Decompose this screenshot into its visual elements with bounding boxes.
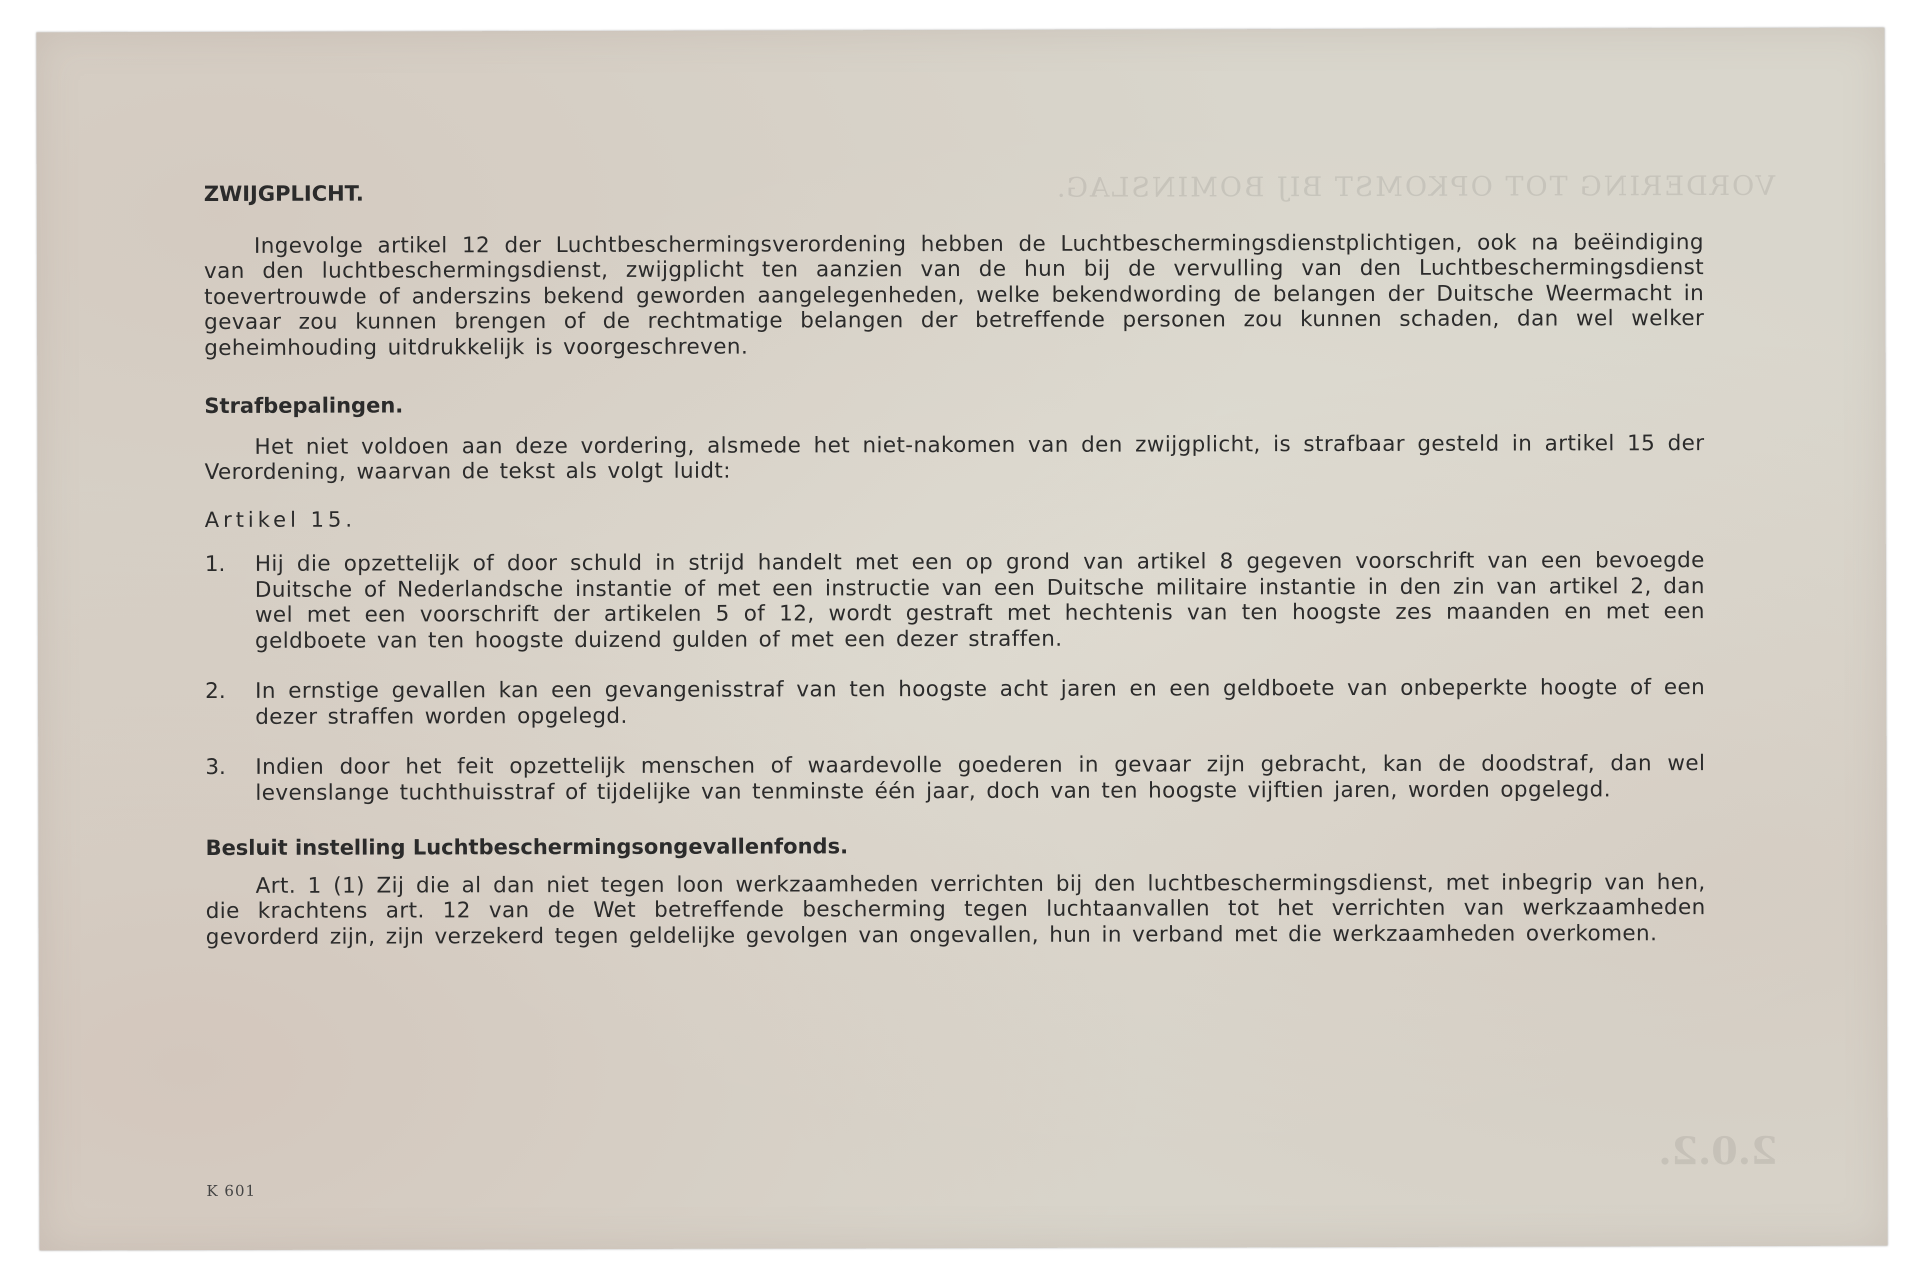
heading-zwijgplicht: ZWIJGPLICHT.	[203, 181, 364, 206]
artikel-item-number: 1.	[204, 551, 226, 577]
paragraph-zwijgplicht: Ingevolge artikel 12 der Luchtbeschermingsverordening hebben de Luchtbeschermingsdienstplichtigen, ook na beëindiging van den luchtbeschermingsdienst, zwijgplicht ten aanzien van de hun bij de vervulling van den Luchtbeschermingsdienst toevertrouwde of anderszins bekend geworden aangelegenheden, welke bekendwording de belangen der Duitsche Weermacht in gevaar zou kunnen brengen of de rechtmatige belangen der betreffende personen zou kunnen schaden, dan wel welker geheimhouding uitdrukkelijk is voorgeschreven.	[204, 229, 1705, 361]
document-body	[204, 178, 1706, 950]
document-sheet	[36, 28, 1887, 1251]
show-through-title: VORDERING TOT OPKOMST BIJ BOMINSLAG.	[1054, 170, 1775, 204]
artikel-heading: Artikel 15.	[204, 507, 357, 532]
heading-besluit: Besluit instelling Luchtbeschermingsongevallenfonds.	[205, 834, 849, 860]
artikel-item-3	[205, 751, 1705, 806]
artikel-item-text: Hij die opzettelijk of door schuld in strijd handelt met een op grond van artikel 8 gegeven voorschrift van een bevoegde Duitsche of Nederlandsche instantie of met een instructie van een Duitsche militaire instantie in den zin van artikel 2, dan wel met een voorschrift der artikelen 5 of 12, wordt gestraft met hechtenis van ten hoogste zes maanden en met een geldboete van ten hoogste duizend gulden of met een dezer straffen.	[254, 548, 1705, 654]
artikel-item-text: In ernstige gevallen kan een gevangenisstraf van ten hoogste acht jaren en een geldboete van onbeperkte hoogte of een dezer straffen worden opgelegd.	[255, 675, 1706, 730]
heading-strafbepalingen: Strafbepalingen.	[204, 393, 404, 418]
paragraph-besluit: Art. 1 (1) Zij die al dan niet tegen loon werkzaamheden verrichten bij den luchtbeschermingsdienst, met inbegrip van hen, die krachtens art. 12 van de Wet betreffende bescherming tegen luchtaanvallen tot het verrichten van werkzaamheden gevorderd zijn, zijn verzekerd tegen geldelijke gevolgen van ongevallen, hun in verband met die werkzaamheden overkomen.	[205, 869, 1706, 950]
show-through-number: 2.0.2.	[1658, 1127, 1778, 1174]
artikel-item-number: 3.	[205, 754, 226, 780]
paragraph-strafbepalingen: Het niet voldoen aan deze vordering, alsmede het niet-nakomen van den zwijgplicht, is strafbaar gesteld in artikel 15 der Verordening, waarvan de tekst als volgt luidt:	[204, 430, 1705, 485]
artikel-item-2	[205, 675, 1705, 730]
form-code: K 601	[206, 1181, 257, 1200]
artikel-item-number: 2.	[205, 678, 226, 704]
artikel-item-text: Indien door het feit opzettelijk menschen of waardevolle goederen in gevaar zijn gebracht, kan de doodstraf, dan wel levenslange tuchthuisstraf of tijdelijke van tenminste één jaar, doch van ten hoogste vijftien jaren, worden opgelegd.	[255, 751, 1706, 806]
artikel-item-1	[205, 548, 1705, 654]
